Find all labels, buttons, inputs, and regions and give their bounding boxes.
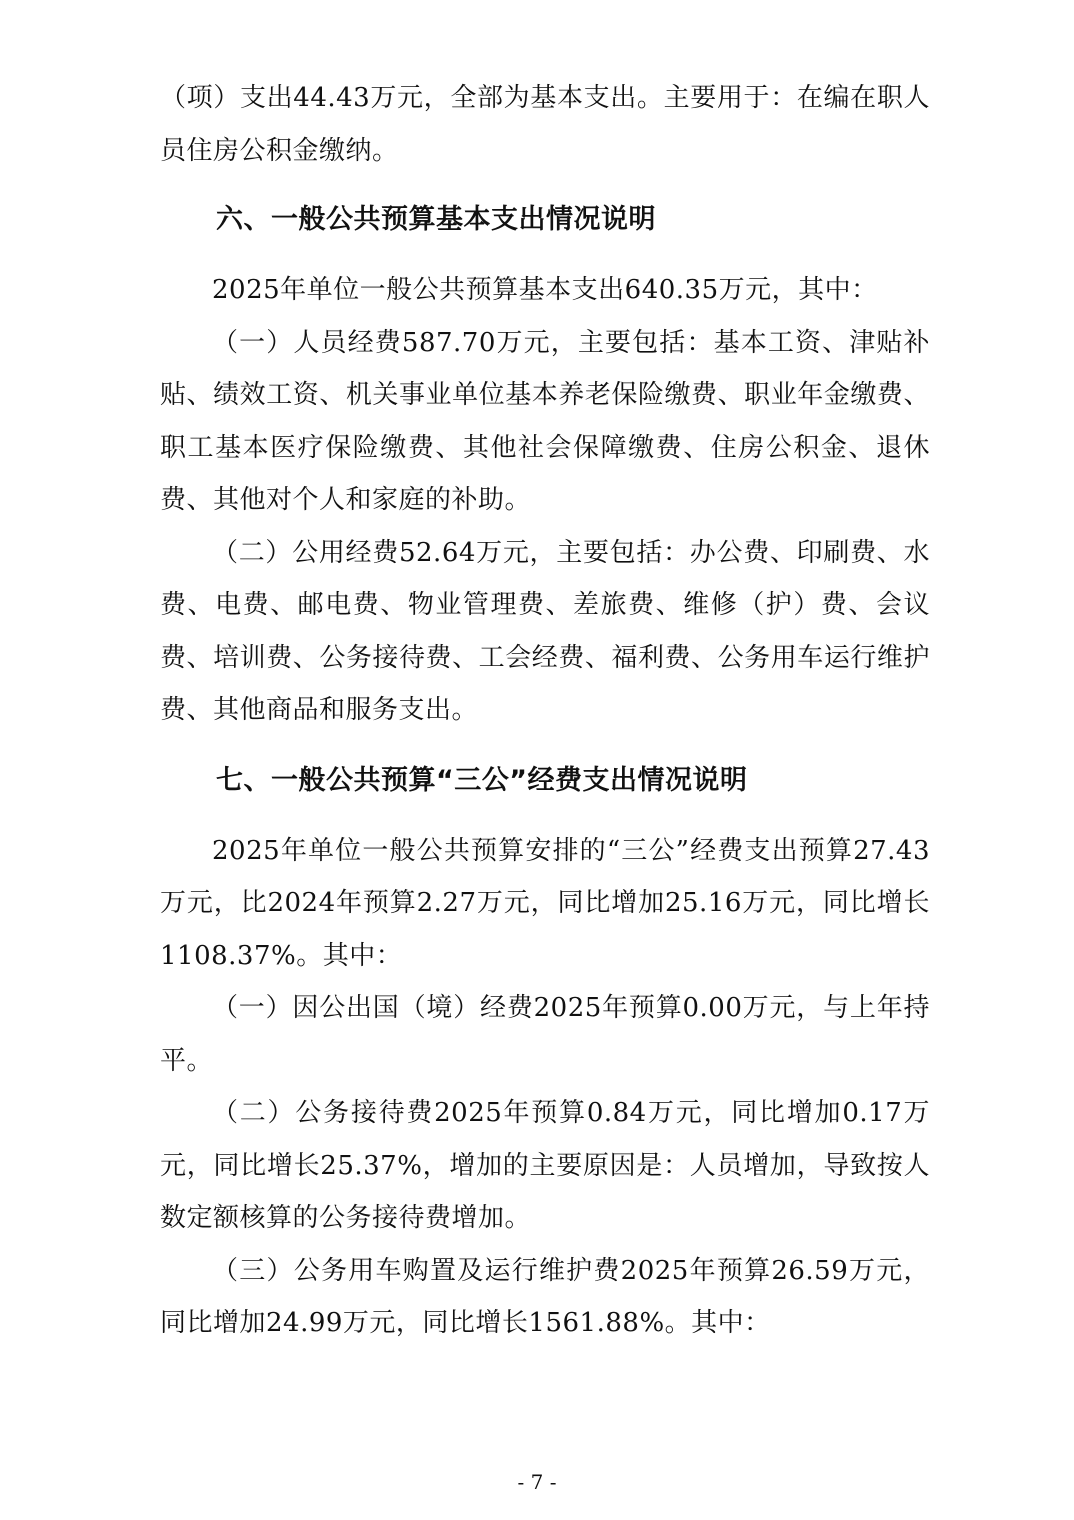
paragraph-three-public-summary: 2025年单位一般公共预算安排的“三公”经费支出预算27.43万元，比2024年预算2.27万元，同比增加25.16万元，同比增长1108.37%。其中： — [160, 835, 930, 971]
paragraph-public-expenses: （二）公用经费52.64万元，主要包括：办公费、印刷费、水费、电费、邮电费、物业管理费、差旅费、维修（护）费、会议费、培训费、公务接待费、工会经费、福利费、公务用车运行维护费、其他商品和服务支出。 — [160, 537, 930, 725]
paragraph-basic-expenditure-summary: 2025年单位一般公共预算基本支出640.35万元，其中： — [212, 275, 878, 305]
paragraph-continuation: （项）支出44.43万元，全部为基本支出。主要用于：在编在职人员住房公积金缴纳。 — [160, 83, 930, 166]
paragraph-personnel-expenses: （一）人员经费587.70万元，主要包括：基本工资、津贴补贴、绩效工资、机关事业单位基本养老保险缴费、职业年金缴费、职工基本医疗保险缴费、其他社会保障缴费、住房公积金、退休费、其他对个人和家庭的补助。 — [160, 327, 930, 515]
section-heading-7: 七、一般公共预算“三公”经费支出情况说明 — [216, 764, 748, 796]
paragraph-vehicle-expenses: （三）公务用车购置及运行维护费2025年预算26.59万元，同比增加24.99万元，同比增长1561.88%。其中： — [160, 1255, 930, 1338]
page-number: - 7 - — [517, 1470, 557, 1494]
paragraph-reception-expenses: （二）公务接待费2025年预算0.84万元，同比增加0.17万元，同比增长25.37%，增加的主要原因是：人员增加，导致按人数定额核算的公务接待费增加。 — [160, 1098, 930, 1233]
document-body — [160, 72, 930, 1350]
paragraph-overseas-travel: （一）因公出国（境）经费2025年预算0.00万元，与上年持平。 — [160, 993, 930, 1076]
section-heading-6: 六、一般公共预算基本支出情况说明 — [216, 204, 656, 235]
